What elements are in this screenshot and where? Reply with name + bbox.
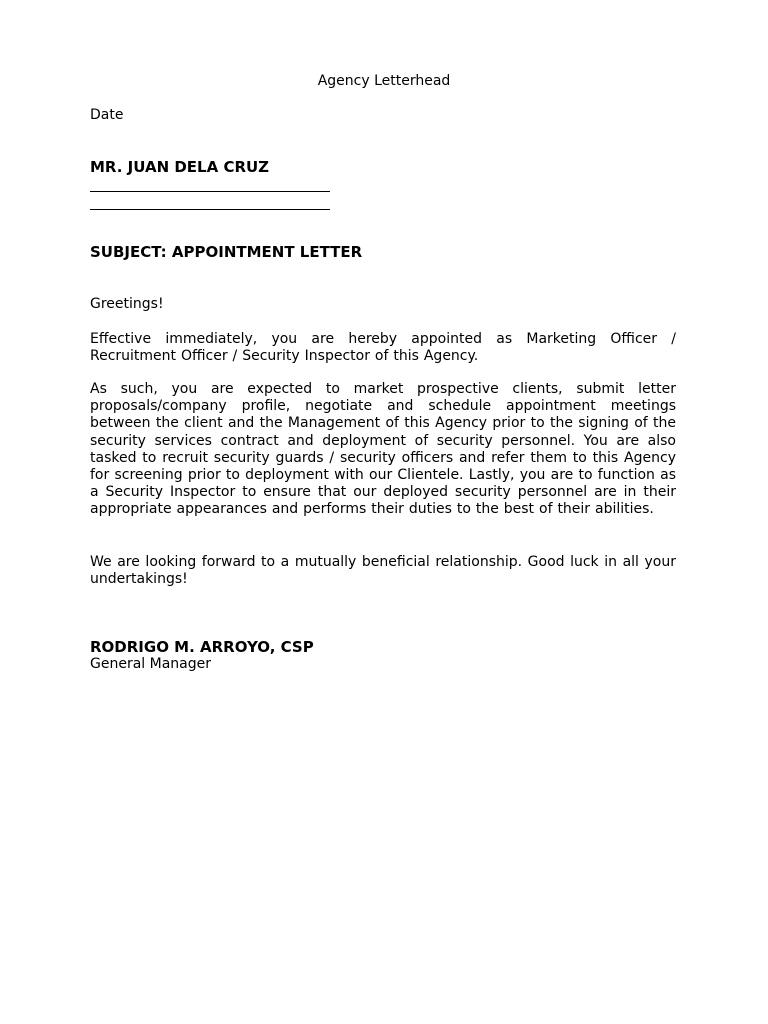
recipient-name: MR. JUAN DELA CRUZ — [90, 158, 270, 176]
date-label: Date — [90, 107, 124, 123]
letterhead-title: Agency Letterhead — [317, 73, 451, 89]
subject-line: SUBJECT: APPOINTMENT LETTER — [90, 243, 363, 261]
greeting: Greetings! — [90, 296, 164, 312]
body-paragraph-closing: We are looking forward to a mutually beneficial relationship. Good luck in all your undertakings! — [90, 554, 676, 588]
body-paragraph-appointment: Effective immediately, you are hereby appointed as Marketing Officer / Recruitment Officer / Security Inspector of this Agency. — [90, 331, 676, 365]
body-paragraph-duties: As such, you are expected to market prospective clients, submit letter proposals/company profile, negotiate and schedule appointment meetings between the client and the Management of this Agency prior to the signing of the security services contract and deployment of security personnel. You are also tasked to recruit security guards / security officers and refer them to this Agency for screening prior to deployment with our Clientele. Lastly, you are to function as a Security Inspector to ensure that our deployed security personnel are in their appropriate appearances and performs their duties to the best of their abilities. — [90, 381, 676, 518]
address-line-2 — [90, 209, 330, 210]
signatory-name: RODRIGO M. ARROYO, CSP — [90, 638, 314, 656]
address-line-1 — [90, 191, 330, 192]
signatory-title: General Manager — [90, 656, 211, 672]
